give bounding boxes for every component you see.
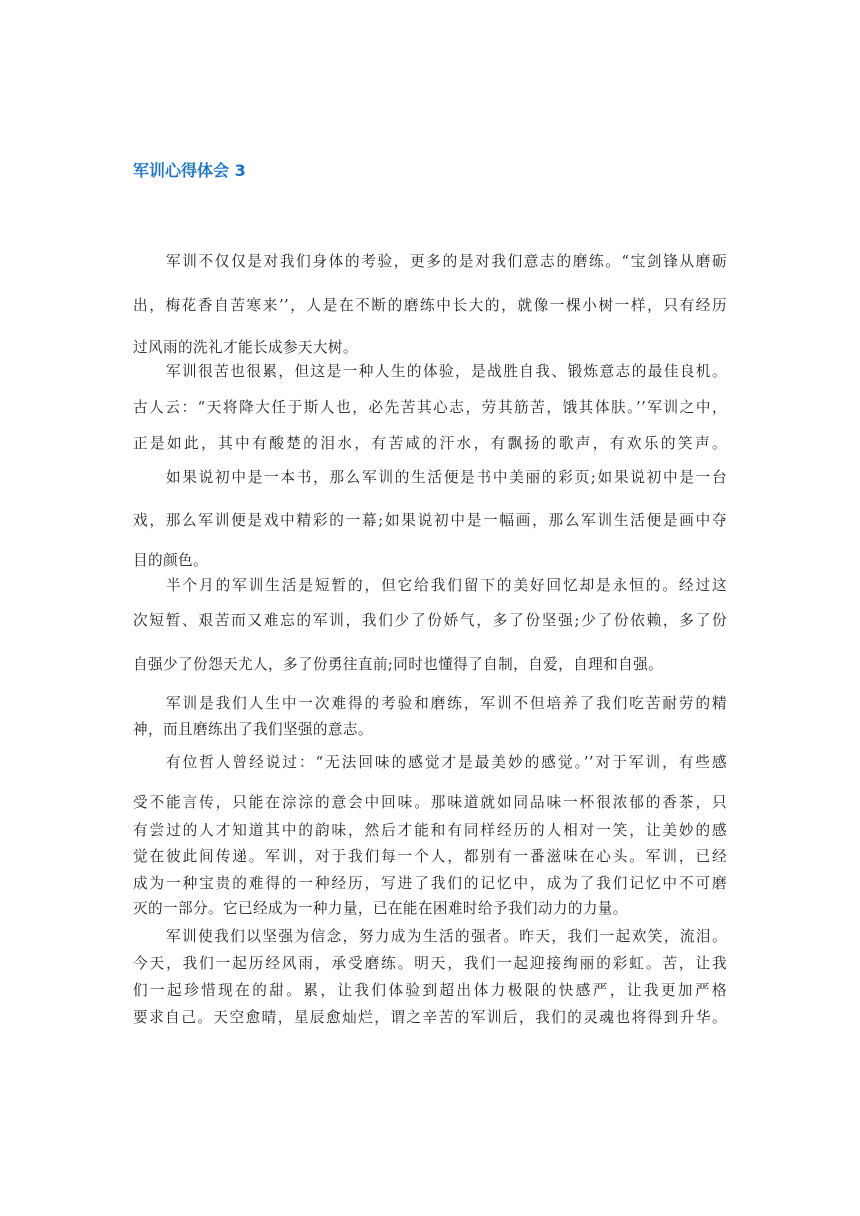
paragraph-line: 要求自己。天空愈晴，星辰愈灿烂，谓之辛苦的军训后，我们的灵魂也将得到升华。 <box>133 1009 727 1026</box>
paragraph-line: 军训是我们人生中一次难得的考验和磨练，军训不但培养了我们吃苦耐劳的精 <box>166 695 727 712</box>
paragraph-line: 过风雨的洗礼才能长成参天大树。 <box>133 339 358 356</box>
paragraph-line: 正是如此，其中有酸楚的泪水，有苦咸的汗水，有飘扬的歌声，有欢乐的笑声。 <box>133 435 727 452</box>
paragraph-line: 今天，我们一起历经风雨，承受磨练。明天，我们一起迎接绚丽的彩虹。苦，让我 <box>133 955 727 972</box>
paragraph-line: 灭的一部分。它已经成为一种力量，已在能在困难时给予我们动力的力量。 <box>133 900 628 917</box>
paragraph-line: 出，梅花香自苦寒来’’，人是在不断的磨练中长大的，就像一棵小树一样，只有经历 <box>133 297 727 314</box>
paragraph-line: 次短暂、艰苦而又难忘的军训，我们少了份娇气，多了份坚强;少了份依赖，多了份 <box>133 612 727 629</box>
paragraph-line: 古人云：“天将降大任于斯人也，必先苦其心志，劳其筋苦，饿其体肤。’’军训之中， <box>133 399 727 416</box>
paragraph-line: 们一起珍惜现在的甜。累，让我们体验到超出体力极限的快感严，让我更加严格 <box>133 982 727 999</box>
page-title: 军训心得体会 3 <box>133 161 246 180</box>
paragraph-line: 受不能言传，只能在淙淙的意会中回味。那味道就如同品味一杯很浓郁的香茶，只 <box>133 794 727 811</box>
paragraph-line: 自强少了份怨天尤人，多了份勇往直前;同时也懂得了自制，自爱，自理和自强。 <box>133 656 664 673</box>
paragraph-line: 有位哲人曾经说过：“无法回味的感觉才是最美妙的感觉。’’对于军训，有些感 <box>166 754 727 771</box>
paragraph-line: 半个月的军训生活是短暂的，但它给我们留下的美好回忆却是永恒的。经过这 <box>166 577 727 594</box>
paragraph-line: 觉在彼此间传递。军训，对于我们每一个人，都别有一番滋味在心头。军训，已经 <box>133 848 727 865</box>
paragraph-line: 有尝过的人才知道其中的韵味，然后才能和有同样经历的人相对一笑，让美妙的感 <box>133 822 727 839</box>
paragraph-line: 军训使我们以坚强为信念，努力成为生活的强者。昨天，我们一起欢笑，流泪。 <box>166 928 727 945</box>
paragraph-line: 如果说初中是一本书，那么军训的生活便是书中美丽的彩页;如果说初中是一台 <box>166 469 727 486</box>
paragraph-line: 军训不仅仅是对我们身体的考验，更多的是对我们意志的磨练。“宝剑锋从磨砺 <box>166 253 727 270</box>
paragraph-line: 成为一种宝贵的难得的一种经历，写进了我们的记忆中，成为了我们记忆中不可磨 <box>133 875 727 892</box>
paragraph-line: 军训很苦也很累，但这是一种人生的体验，是战胜自我、锻炼意志的最佳良机。 <box>166 363 727 380</box>
paragraph-line: 目的颜色。 <box>133 552 208 569</box>
paragraph-line: 戏，那么军训便是戏中精彩的一幕;如果说初中是一幅画，那么军训生活便是画中夺 <box>133 512 727 529</box>
paragraph-line: 神，而且磨练出了我们坚强的意志。 <box>133 721 373 738</box>
